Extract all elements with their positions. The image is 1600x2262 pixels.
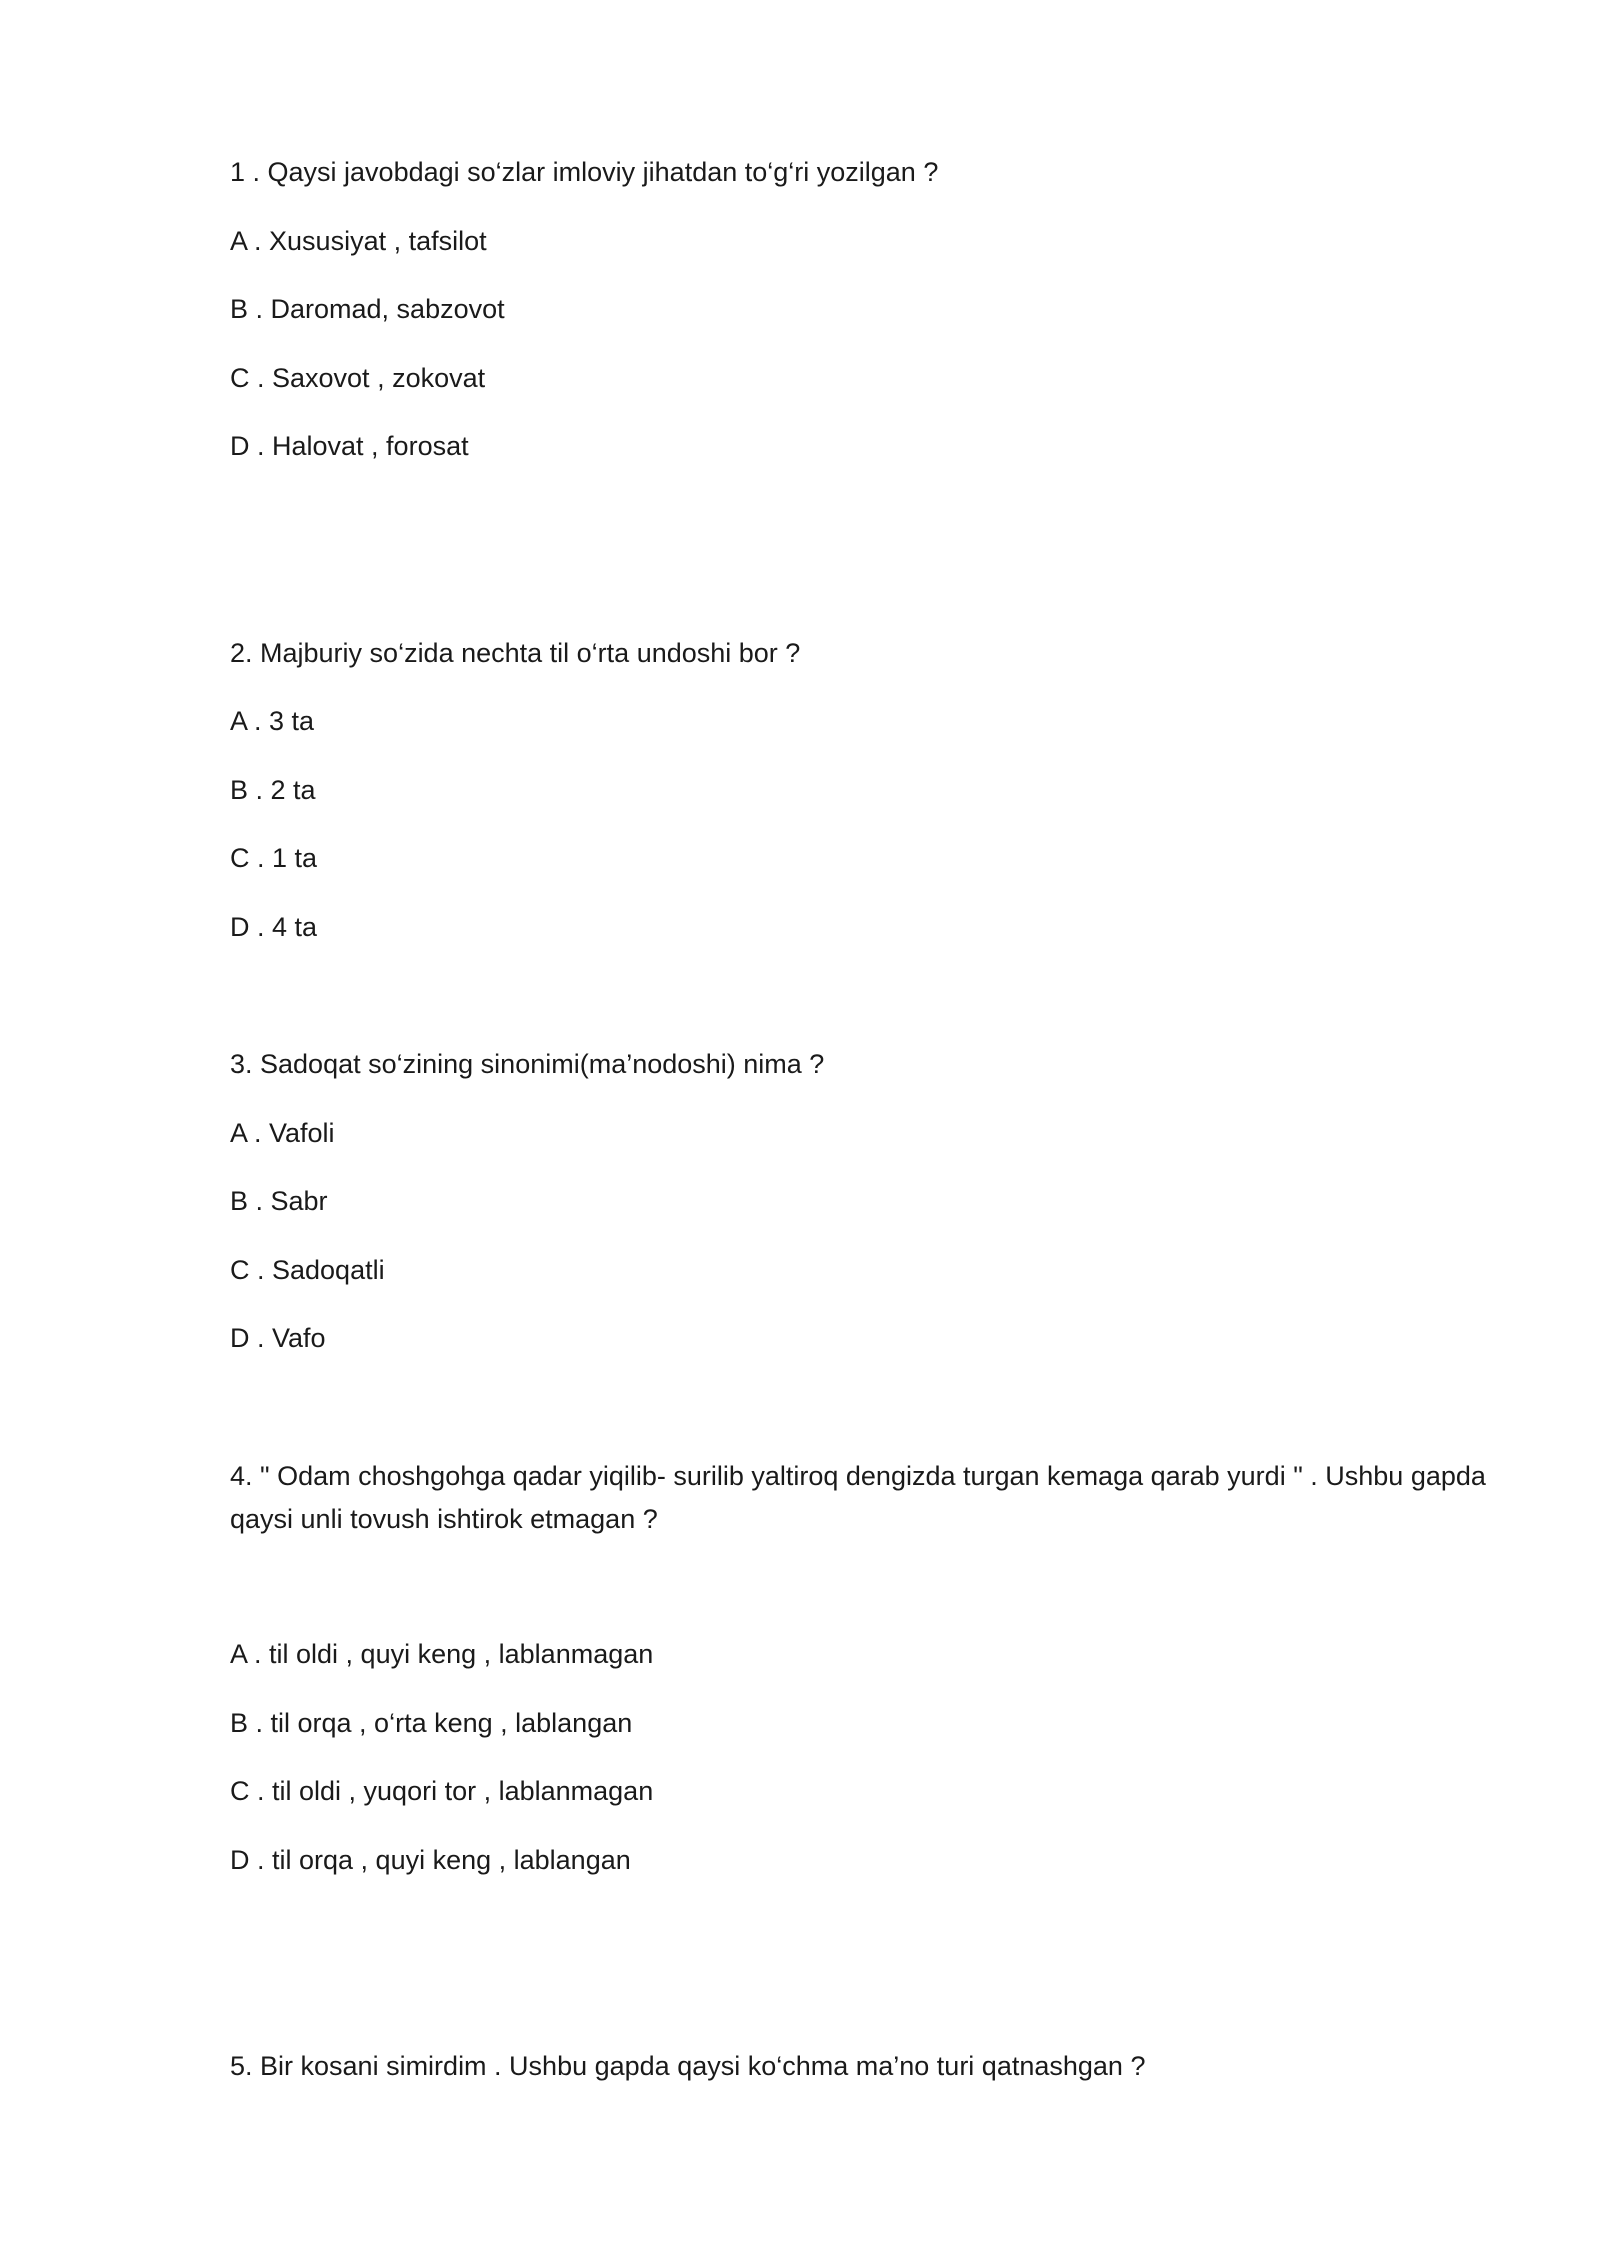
question-4-option-c: C . til oldi , yuqori tor , lablanmagan (230, 1776, 654, 1806)
question-2-option-b: B . 2 ta (230, 775, 316, 805)
question-1-option-b: B . Daromad, sabzovot (230, 294, 505, 324)
question-2-option-a: A . 3 ta (230, 706, 315, 736)
question-2-option-d: D . 4 ta (230, 912, 318, 942)
question-2-text: 2. Majburiy so‘zida nechta til o‘rta undoshi bor ? (230, 638, 801, 668)
question-4-option-d: D . til orqa , quyi keng , lablangan (230, 1845, 631, 1875)
question-1-text: 1 . Qaysi javobdagi so‘zlar imloviy jihatdan to‘g‘ri yozilgan ? (230, 157, 939, 187)
question-5-text: 5. Bir kosani simirdim . Ushbu gapda qaysi ko‘chma ma’no turi qatnashgan ? (230, 2051, 1146, 2081)
question-1-option-d: D . Halovat , forosat (230, 431, 469, 461)
question-4-text-line-2: qaysi unli tovush ishtirok etmagan ? (230, 1504, 658, 1534)
question-4-option-b: B . til orqa , o‘rta keng , lablangan (230, 1708, 633, 1738)
question-3-text: 3. Sadoqat so‘zining sinonimi(ma’nodoshi) nima ? (230, 1049, 825, 1079)
question-1-option-c: C . Saxovot , zokovat (230, 363, 486, 393)
question-3-option-a: A . Vafoli (230, 1118, 335, 1148)
question-3-option-d: D . Vafo (230, 1323, 326, 1353)
question-3-option-b: B . Sabr (230, 1186, 328, 1216)
question-4-text-line-1: 4. " Odam choshgohga qadar yiqilib- surilib yaltiroq dengizda turgan kemaga qarab yurdi " . Ushbu gapda (230, 1461, 1486, 1491)
question-4-option-a: A . til oldi , quyi keng , lablanmagan (230, 1639, 654, 1669)
question-3-option-c: C . Sadoqatli (230, 1255, 385, 1285)
question-2-option-c: C . 1 ta (230, 843, 318, 873)
question-1-option-a: A . Xususiyat , tafsilot (230, 226, 487, 256)
